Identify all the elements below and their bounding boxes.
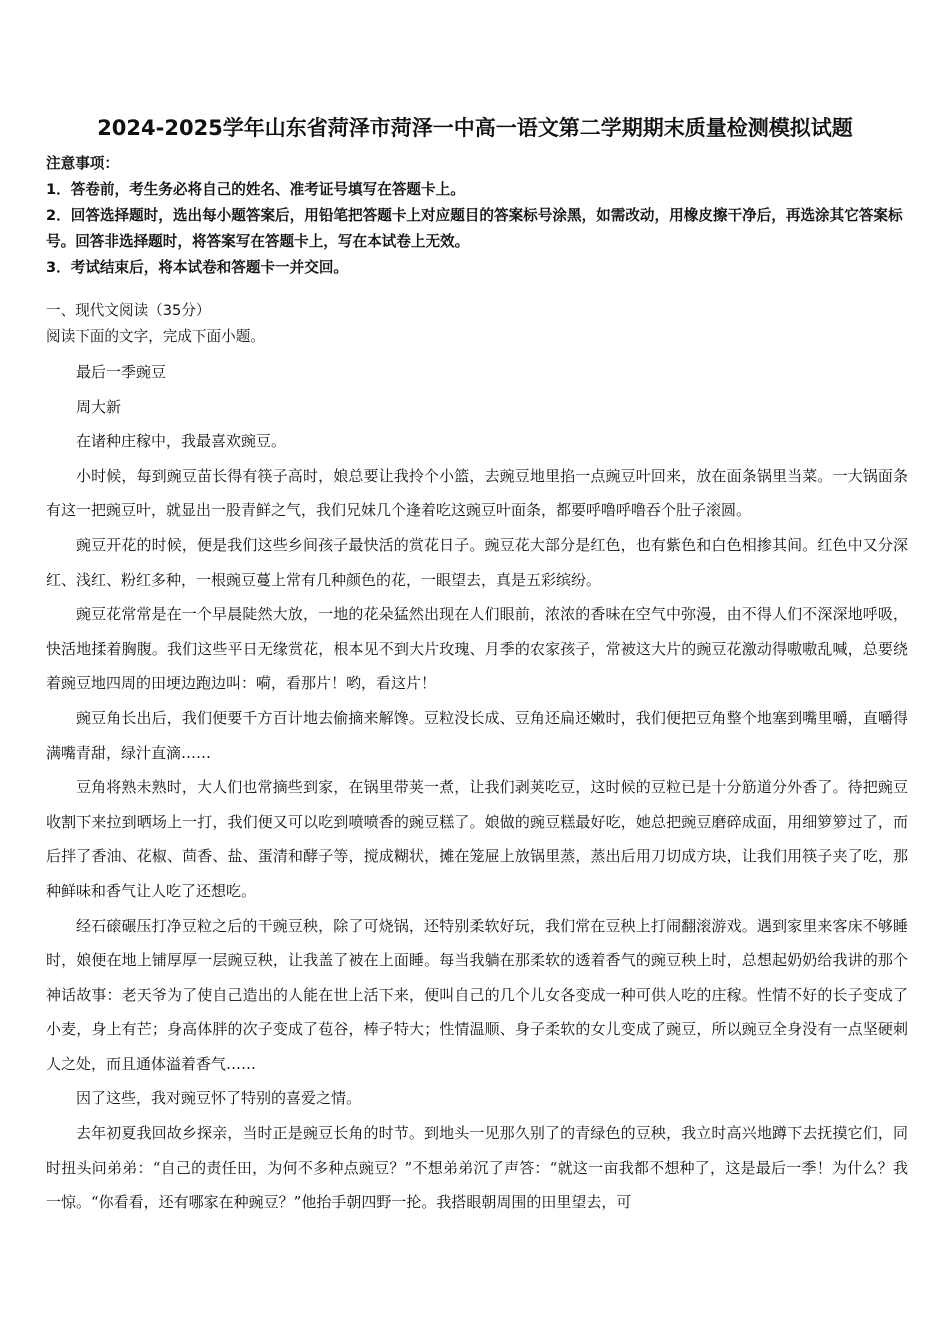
article-title: 最后一季豌豆 <box>76 363 167 381</box>
article-paragraph: 豆角将熟未熟时，大人们也常摘些到家，在锅里带荚一煮，让我们剥荚吃豆，这时候的豆粒已是十分筋道分外香了。待把豌豆收割下来拉到晒场上一打，我们便又可以吃到喷喷香的豌豆糕了。娘做的豌豆糕最好吃，她总把豌豆磨碎成面，用细箩箩过了，而后拌了香油、花椒、茴香、盐、蛋清和酵子等，搅成糊状，摊在笼屉上放锅里蒸，蒸出后用刀切成方块，让我们用筷子夹了吃，那种鲜味和香气让人吃了还想吃。 <box>46 778 908 900</box>
article-paragraph: 因了这些，我对豌豆怀了特别的喜爱之情。 <box>76 1089 362 1108</box>
notice-item: 1．答卷前，考生务必将自己的姓名、准考证号填写在答题卡上。 <box>46 181 465 198</box>
notice-item: 2．回答选择题时，选出每小题答案后，用铅笔把答题卡上对应题目的答案标号涂黑，如需改动，用橡皮擦干净后，再选涂其它答案标号。回答非选择题时，将答案写在答题卡上，写在本试卷上无效。 <box>46 207 903 250</box>
section-header <box>46 298 916 350</box>
section-instruction: 阅读下面的文字，完成下面小题。 <box>46 328 265 345</box>
article-paragraph: 去年初夏我回故乡探亲，当时正是豌豆长角的时节。到地头一见那久别了的青绿色的豆秧，我立时高兴地蹲下去抚摸它们，同时扭头问弟弟：“自己的责任田，为何不多种点豌豆？”不想弟弟沉了声答：“就这一亩我都不想种了，这是最后一季！为什么？我一惊。“你看看，还有哪家在种豌豆？”他抬手朝四野一抡。我搭眼朝周围的田里望去，可 <box>46 1124 908 1212</box>
section-heading: 一、现代文阅读（35分） <box>46 302 211 319</box>
notice-block <box>46 151 916 281</box>
article-paragraph: 小时候，每到豌豆苗长得有筷子高时，娘总要让我拎个小篮，去豌豆地里掐一点豌豆叶回来，放在面条锅里当菜。一大锅面条有这一把豌豆叶，就显出一股青鲜之气，我们兄妹几个逢着吃这豌豆叶面条，都要呼噜呼噜吞个肚子滚圆。 <box>46 466 908 520</box>
article-paragraph: 在诸种庄稼中，我最喜欢豌豆。 <box>76 432 287 451</box>
article-author: 周大新 <box>76 397 122 416</box>
article-paragraph: 豌豆花常常是在一个早晨陡然大放，一地的花朵猛然出现在人们眼前，浓浓的香味在空气中弥漫，由不得人们不深深地呼吸，快活地揉着胸腹。我们这些平日无缘赏花，根本见不到大片玫瑰、月季的农家孩子，常被这大片的豌豆花激动得嗷嗷乱喊，总要绕着豌豆地四周的田埂边跑边叫：嗬，看那片！哟，看这片！ <box>46 605 908 693</box>
notice-item: 3．考试结束后，将本试卷和答题卡一并交回。 <box>46 259 349 276</box>
article-paragraph: 豌豆开花的时候，便是我们这些乡间孩子最快活的赏花日子。豌豆花大部分是红色，也有紫色和白色相掺其间。红色中又分深红、浅红、粉红多种，一根豌豆蔓上常有几种颜色的花，一眼望去，真是五彩缤纷。 <box>46 535 908 589</box>
exam-title: 2024-2025学年山东省菏泽市菏泽一中高一语文第二学期期末质量检测模拟试题 <box>97 116 853 140</box>
notice-heading: 注意事项： <box>46 155 119 172</box>
article-body <box>46 355 908 1220</box>
article-paragraph: 豌豆角长出后，我们便要千方百计地去偷摘来解馋。豆粒没长成、豆角还扁还嫩时，我们便把豆角整个地塞到嘴里嚼，直嚼得满嘴青甜，绿汁直滴…… <box>46 708 908 762</box>
article-paragraph: 经石磙碾压打净豆粒之后的干豌豆秧，除了可烧锅，还特别柔软好玩，我们常在豆秧上打闹翻滚游戏。遇到家里来客床不够睡时，娘便在地上铺厚厚一层豌豆秧，让我盖了被在上面睡。每当我躺在那柔软的透着香气的豌豆秧上时，总想起奶奶给我讲的那个神话故事：老天爷为了使自己造出的人能在世上活下来，便叫自己的几个儿女各变成一种可供人吃的庄稼。性情不好的长子变成了小麦，身上有芒；身高体胖的次子变成了苞谷，棒子特大；性情温顺、身子柔软的女儿变成了豌豆，所以豌豆全身没有一点坚硬刺人之处，而且通体溢着香气…… <box>46 916 908 1073</box>
